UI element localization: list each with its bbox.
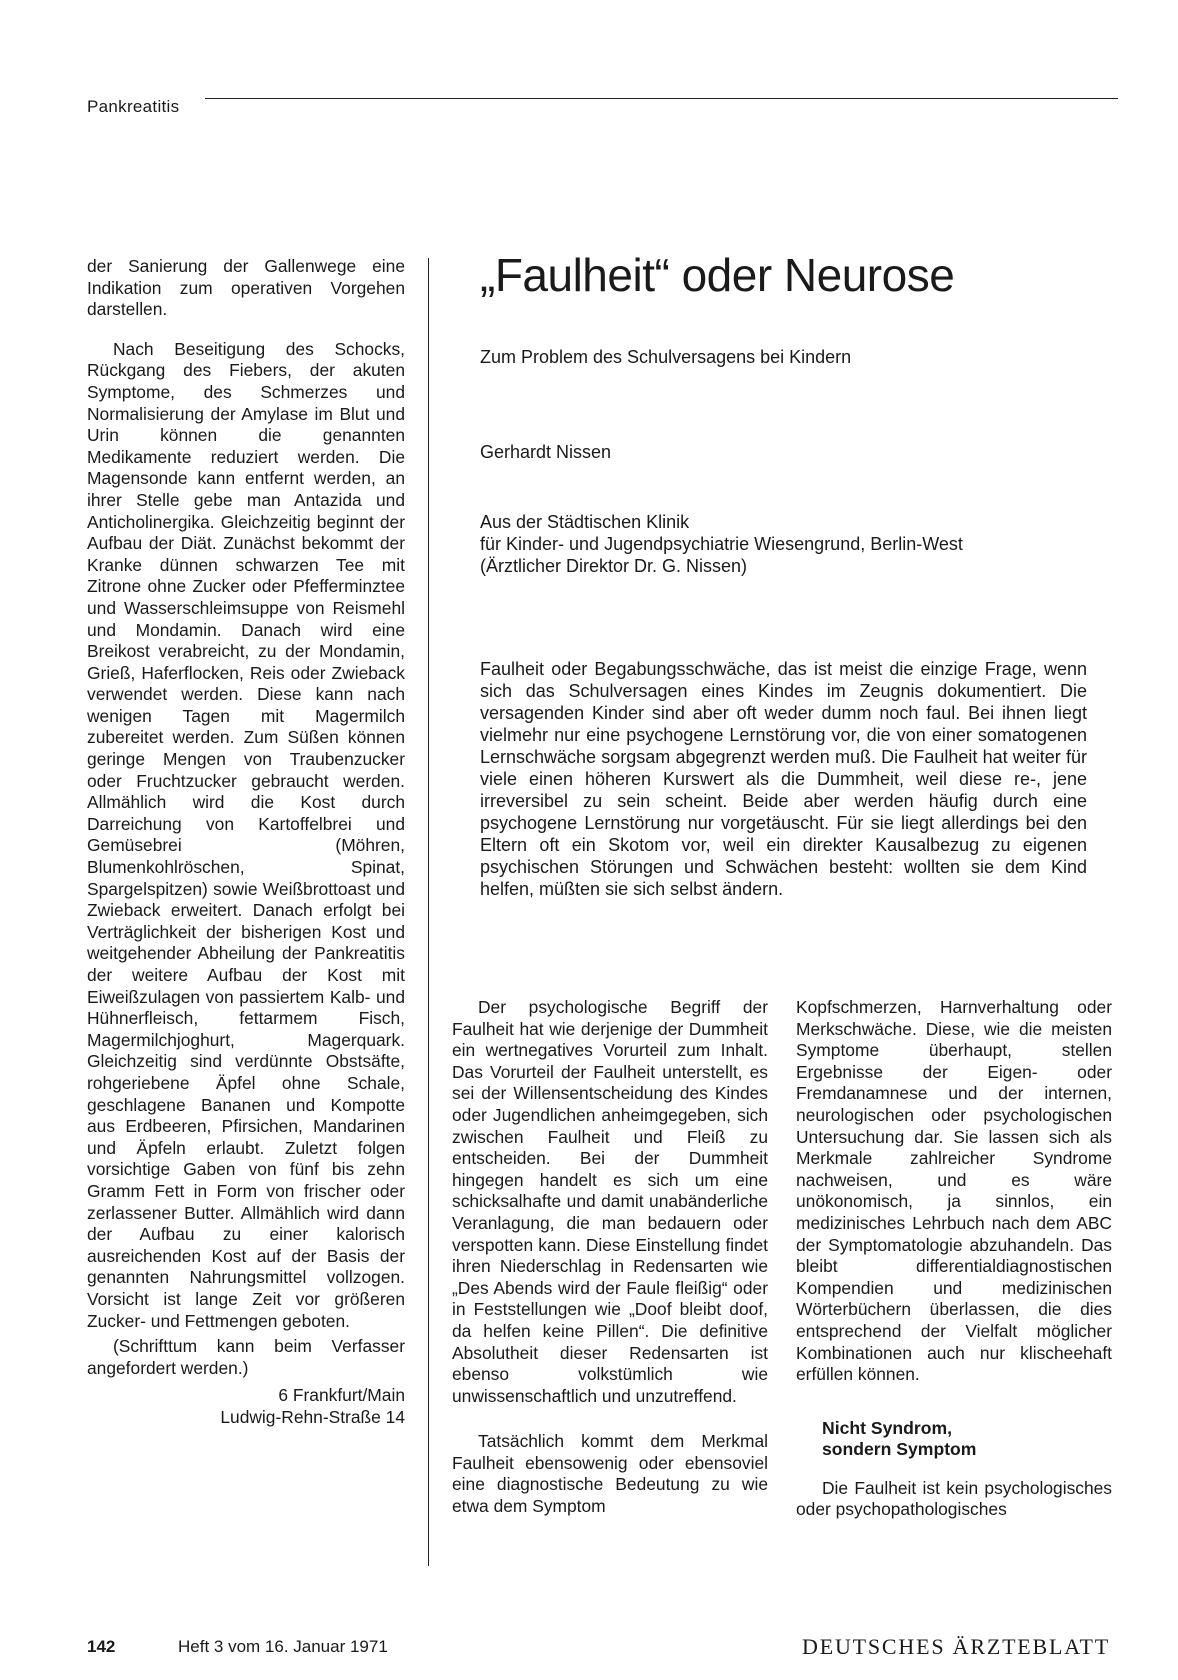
article-subtitle: Zum Problem des Schulversagens bei Kindern	[480, 347, 852, 367]
article-lede	[480, 658, 1087, 900]
section-heading	[822, 1418, 1112, 1461]
running-head: Pankreatitis	[87, 97, 180, 116]
header-rule	[205, 98, 1118, 99]
affiliation-line: für Kinder- und Jugendpsychiatrie Wiesengrund, Berlin-West	[480, 534, 963, 554]
paragraph: Der psychologische Begriff der Faulheit hat wie derjenige der Dummheit ein wertnegatives Vorurteil zum Inhalt. Das Vorurteil der Faulheit unterstellt, es sei der Willensentscheidung des Kindes oder Jugendlichen anheimgegeben, sich zwischen Faulheit und Fleiß zu entscheiden. Bei der Dummheit hingegen handelt es sich um eine schicksalhafte und damit unabänderliche Veranlagung, die man bedauern oder verspotten kann. Diese Einstellung findet ihren Niederschlag in Redensarten wie „Des Abends wird der Faule fleißig“ oder in Feststellungen wie „Doof bleibt doof, da helfen keine Pillen“. Die definitive Absolutheit dieser Redensarten ist ebenso volkstümlich wie unwissenschaftlich und unzutreffend.	[452, 997, 768, 1406]
references-note: (Schrifttum kann beim Verfasser angefordert werden.)	[87, 1336, 405, 1378]
paragraph: Tatsächlich kommt dem Merkmal Faulheit ebensowenig oder ebensoviel eine diagnostische Bedeutung zu wie etwa dem Symptom	[452, 1431, 768, 1517]
page-number: 142	[87, 1637, 116, 1656]
section-heading-line: Nicht Syndrom,	[822, 1417, 953, 1438]
article-author: Gerhardt Nissen	[480, 442, 612, 462]
journal-name: DEUTSCHES ÄRZTEBLATT	[802, 1634, 1110, 1659]
affiliation-line: (Ärztlicher Direktor Dr. G. Nissen)	[480, 556, 748, 576]
issue-info: Heft 3 vom 16. Januar 1971	[178, 1637, 388, 1656]
article-title: „Faulheit“ oder Neurose	[480, 249, 955, 301]
section-heading-line: sondern Symptom	[822, 1439, 977, 1460]
body-column-middle	[452, 997, 768, 1518]
paragraph: der Sanierung der Gallenwege eine Indikation zum operativen Vorgehen darstellen.	[87, 256, 405, 320]
author-address-street: Ludwig-Rehn-Straße 14	[220, 1406, 405, 1427]
lede-paragraph: Faulheit oder Begabungsschwäche, das ist meist die einzige Frage, wenn sich das Schulversagen eines Kindes im Zeugnis dokumentiert. Die versagenden Kinder sind aber oft weder dumm noch faul. Bei ihnen liegt vielmehr nur eine psychogene Lernstörung vor, die von einer somatogenen Lernschwäche sorgsam abgegrenzt werden muß. Die Faulheit hat weiter für viele einen höheren Kurswert als die Dummheit, weil diese re-, jene irreversibel zu sein scheint. Beide aber werden häufig durch eine psychogene Lernstörung nur vorgetäuscht. Für sie liegt allerdings bei den Eltern oft ein Skotom vor, weil ein direkter Kausalbezug zu eigenen psychischen Störungen und Schwächen besteht: wollten sie dem Kind helfen, müßten sie sich selbst ändern.	[480, 659, 1087, 899]
body-column-right	[796, 997, 1112, 1521]
author-address-city: 6 Frankfurt/Main	[278, 1385, 405, 1406]
paragraph: Kopfschmerzen, Harnverhaltung oder Merkschwäche. Diese, wie die meisten Symptome überhaupt, stellen Ergebnisse der Eigen- oder Fremdanamnese und der internen, neurologischen oder psychologischen Untersuchung dar. Sie lassen sich als Merkmale zahlreicher Syndrome nachweisen, und es wäre unökonomisch, ja sinnlos, ein medizinisches Lehrbuch nach dem ABC der Symptomatologie abzuhandeln. Das bleibt differentialdiagnostischen Kompendien und medizinischen Wörterbüchern überlassen, die dies entsprechend der Vielfalt möglicher Kombinationen auch nur klischeehaft erfüllen können.	[796, 997, 1112, 1385]
author-affiliation	[480, 511, 963, 577]
paragraph: Nach Beseitigung des Schocks, Rückgang des Fiebers, der akuten Symptome, des Schmerzes und Normalisierung der Amylase im Blut und Urin können die genannten Medikamente reduziert werden. Die Magensonde kann entfernt werden, an ihrer Stelle gebe man Antazida und Anticholinergika. Gleichzeitig beginnt der Aufbau der Diät. Zunächst bekommt der Kranke dünnen schwarzen Tee mit Zitrone ohne Zucker oder Pfefferminztee und Wasserschleimsuppe von Reismehl und Mondamin. Danach wird eine Breikost verabreicht, zu der Mondamin, Grieß, Haferflocken, Reis oder Zwieback verwendet werden. Diese kann nach wenigen Tagen mit Magermilch zubereitet werden. Zum Süßen können geringe Mengen von Traubenzucker oder Fruchtzucker gebraucht werden. Allmählich wird die Kost durch Darreichung von Kartoffelbrei und Gemüsebrei (Möhren, Blumenkohlröschen, Spinat, Spargelspitzen) sowie Weißbrottoast und Zwieback erweitert. Danach erfolgt bei Verträglichkeit der bisherigen Kost und weitgehender Abheilung der Pankreatitis der weitere Aufbau der Kost mit Eiweißzulagen von passiertem Kalb- und Hühnerfleisch, fettarmem Fisch, Magermilchjoghurt, Magerquark. Gleichzeitig sind verdünnte Obstsäfte, rohgeriebene Äpfel ohne Schale, geschlagene Bananen und Kompotte aus Erdbeeren, Pfirsichen, Mandarinen und Äpfeln erlaubt. Zuletzt folgen vorsichtige Gaben von fünf bis zehn Gramm Fett in Form von frischer oder zerlassener Butter. Allmählich wird dann der Aufbau zu einer kalorisch ausreichenden Kost auf der Basis der genannten Nahrungsmittel vollzogen. Vorsicht ist lange Zeit vor größeren Zucker- und Fettmengen geboten.	[87, 338, 405, 1331]
left-column	[87, 256, 405, 1428]
affiliation-line: Aus der Städtischen Klinik	[480, 512, 690, 532]
paragraph: Die Faulheit ist kein psychologisches oder psychopathologisches	[796, 1477, 1112, 1520]
column-rule	[428, 258, 429, 1566]
